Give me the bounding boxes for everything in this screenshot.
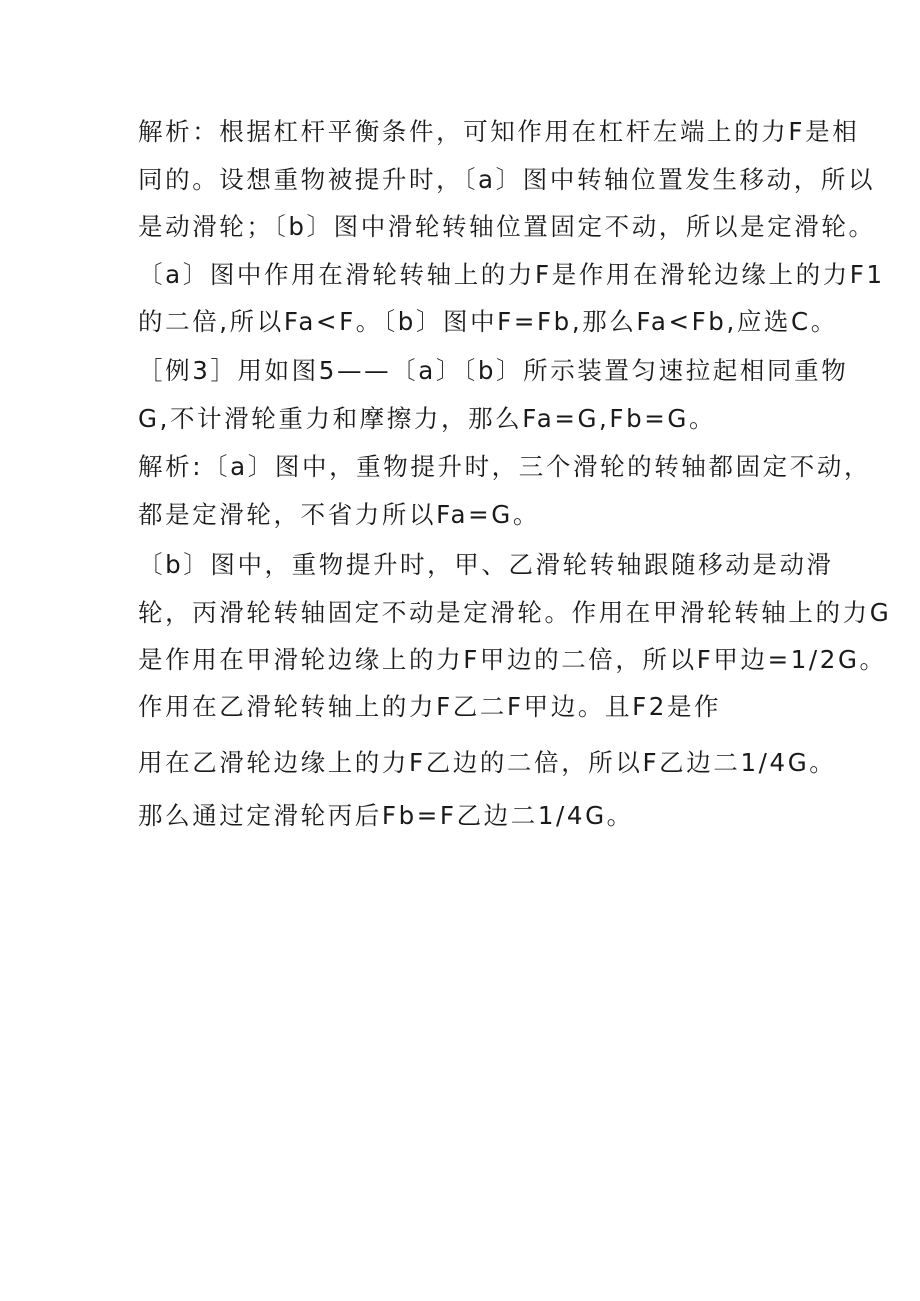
paragraph-line-2: 同的。设想重物被提升时，〔a〕图中转轴位置发生移动，所以 (138, 165, 876, 194)
paragraph-line-8: 解析:〔a〕图中，重物提升时，三个滑轮的转轴都固定不动， (138, 452, 872, 481)
paragraph-line-5: 的二倍,所以Fa<F。〔b〕图中F=Fb,那么Fa<Fb,应选C。 (138, 307, 838, 336)
paragraph-line-1: 解析：根据杠杆平衡条件，可知作用在杠杆左端上的力F是相 (138, 117, 860, 146)
paragraph-line-4: 〔a〕图中作用在滑轮转轴上的力F是作用在滑轮边缘上的力F1 (138, 260, 885, 289)
paragraph-line-15: 那么通过定滑轮丙后Fb=F乙边二1/4G。 (138, 801, 634, 830)
paragraph-line-13: 作用在乙滑轮转轴上的力F乙二F甲边。且F2是作 (138, 692, 722, 721)
paragraph-line-10: 〔b〕图中，重物提升时，甲、乙滑轮转轴跟随移动是动滑 (138, 550, 834, 579)
paragraph-line-3: 是动滑轮；〔b〕图中滑轮转轴位置固定不动，所以是定滑轮。 (138, 212, 876, 241)
paragraph-line-12: 是作用在甲滑轮边缘上的力F甲边的二倍，所以F甲边=1/2G。 (138, 645, 887, 674)
paragraph-line-14: 用在乙滑轮边缘上的力F乙边的二倍，所以F乙边二1/4G。 (138, 748, 837, 777)
paragraph-line-7: G,不计滑轮重力和摩擦力，那么Fa=G,Fb=G。 (138, 404, 717, 433)
paragraph-line-9: 都是定滑轮，不省力所以Fa=G。 (138, 500, 540, 529)
paragraph-line-6: ［例3］用如图5——〔a〕〔b〕所示装置匀速拉起相同重物 (138, 356, 849, 385)
paragraph-line-11: 轮，丙滑轮转轴固定不动是定滑轮。作用在甲滑轮转轴上的力G (138, 598, 892, 627)
